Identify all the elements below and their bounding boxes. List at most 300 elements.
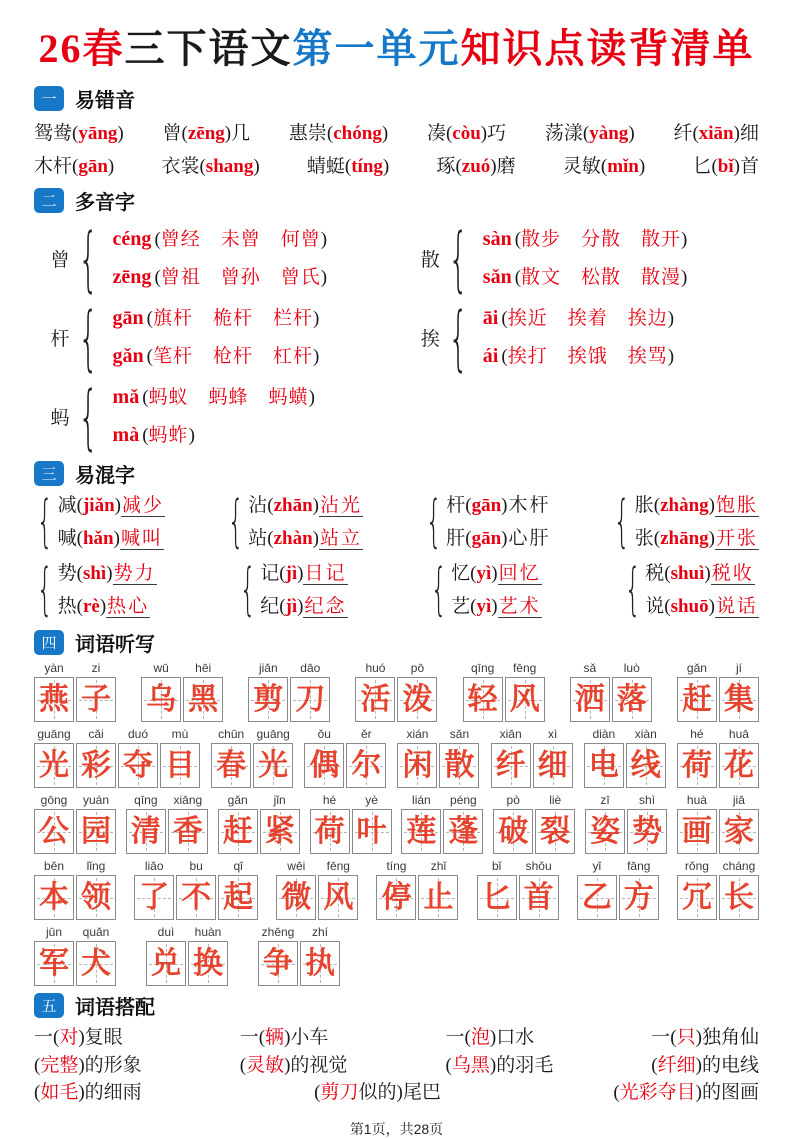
handwritten-character: 赶	[222, 815, 253, 848]
confusable-pair-group	[34, 557, 157, 622]
dictation-cell	[300, 925, 340, 986]
handwritten-character: 本	[39, 881, 69, 914]
example-word: 木杆	[508, 495, 551, 516]
character-box	[439, 743, 479, 788]
handwritten-character: 荷	[314, 815, 345, 848]
pinyin-label: wū	[153, 661, 169, 675]
brace-decoration: {	[448, 217, 469, 300]
polyphone-entry	[48, 298, 418, 377]
handwritten-character: 微	[281, 881, 312, 914]
pinyin-label: xì	[547, 727, 558, 741]
handwritten-character: 泼	[402, 683, 433, 716]
dictation-cell	[146, 925, 186, 986]
title-segment: 知识点读背清单	[460, 26, 755, 71]
dictation-cell	[258, 925, 298, 986]
handwritten-character: 荷	[681, 749, 712, 782]
section-header	[34, 459, 759, 487]
character-box	[463, 677, 503, 722]
handwritten-character: 莲	[406, 815, 437, 848]
pinyin-reading: bǐ	[717, 156, 734, 177]
dictation-cell	[176, 859, 216, 920]
pinyin-label: guāng	[256, 727, 290, 741]
pinyin-label: jiǎn	[258, 661, 278, 675]
collocation-item	[651, 1052, 759, 1080]
character-box	[570, 677, 610, 722]
example-word: 热心	[107, 596, 150, 617]
handwritten-character: 集	[723, 683, 754, 716]
dictation-cell	[218, 859, 258, 920]
handwritten-character: 光	[258, 749, 289, 782]
pinyin-item: 曾(zēng)几	[162, 123, 251, 144]
dictation-cell	[260, 793, 300, 854]
character-box	[318, 875, 358, 920]
pinyin-label: luò	[623, 661, 640, 675]
dictation-word-group	[34, 727, 200, 788]
page-footer: 第1页，共28页	[349, 1120, 444, 1137]
dictation-cell	[141, 661, 181, 722]
pinyin-label: duó	[127, 727, 149, 741]
collocation-text: )的图画	[695, 1082, 759, 1103]
dictation-cell	[76, 793, 116, 854]
character-box	[188, 941, 228, 986]
character-box	[677, 875, 717, 920]
pinyin-label: zhǐ	[430, 859, 447, 873]
handwritten-character: 乌	[146, 683, 177, 716]
character-box	[141, 677, 181, 722]
collocation-text: )小车	[284, 1027, 329, 1048]
collocation-text: )口水	[489, 1027, 535, 1048]
dictation-cell	[34, 661, 74, 722]
dictation-cell	[612, 661, 652, 722]
example-word: 艺术	[498, 596, 541, 617]
handwritten-character: 偶	[309, 749, 340, 782]
handwritten-character: 起	[223, 881, 254, 914]
section-header	[34, 84, 759, 112]
dictation-cell	[304, 727, 344, 788]
dictation-word-group	[401, 793, 483, 854]
pinyin-reading: sǎn	[482, 266, 512, 288]
character-box	[76, 743, 116, 788]
brace-decoration: {	[613, 489, 630, 554]
collocation-row	[34, 1079, 759, 1107]
dictation-word-group	[463, 661, 545, 722]
collocation-item	[446, 1024, 535, 1052]
handwritten-character: 冗	[681, 881, 712, 914]
handwritten-character: 香	[172, 815, 203, 848]
character-box	[126, 809, 166, 854]
character-box	[290, 677, 330, 722]
pinyin-label: xiāng	[173, 793, 203, 807]
pinyin-reading: mà	[112, 424, 140, 446]
character-box	[34, 677, 74, 722]
character-box	[134, 875, 174, 920]
dictation-word-group	[310, 793, 392, 854]
collocation-text: )独角仙	[695, 1027, 759, 1048]
dictation-cell	[183, 661, 223, 722]
pinyin-reading: céng	[112, 228, 152, 250]
dictation-cell	[318, 859, 358, 920]
character-box	[346, 743, 386, 788]
pinyin-label: ěr	[360, 727, 372, 741]
confusable-line: 势(shì)势力	[57, 563, 156, 584]
confusable-list	[34, 489, 759, 622]
dictation-cell	[76, 727, 116, 788]
confusable-pair-group	[611, 489, 759, 554]
character-box	[310, 809, 350, 854]
handwritten-character: 蓬	[448, 815, 479, 848]
pinyin-reading: zhàn	[273, 528, 313, 549]
character-box	[352, 809, 392, 854]
handwritten-character: 领	[81, 881, 111, 914]
example-words: 曾经 未曾 何曾	[160, 229, 321, 250]
pinyin-reading: shuō	[670, 596, 709, 617]
dictation-cell	[585, 793, 625, 854]
pinyin-reading: mǎ	[112, 386, 140, 408]
dictation-cell	[160, 727, 200, 788]
polyphone-column-left	[34, 219, 418, 456]
pinyin-label: ǒu	[317, 727, 331, 741]
pinyin-reading: jì	[285, 563, 298, 584]
character-box	[146, 941, 186, 986]
handwritten-character: 匕	[481, 881, 512, 914]
brace-decoration: {	[78, 217, 99, 300]
collocation-text: 一(	[239, 1027, 266, 1048]
brace-decoration: {	[430, 557, 447, 622]
pinyin-item: 匕(bǐ)首	[692, 156, 759, 177]
dictation-cell	[126, 793, 166, 854]
reading-line: ái (挨打 挨饿 挨骂)	[482, 345, 675, 367]
dictation-word-group	[477, 859, 559, 920]
handwritten-character: 乙	[581, 881, 612, 914]
pinyin-reading: tíng	[351, 156, 383, 177]
reading-line: zēng (曾祖 曾孙 曾氏)	[112, 266, 328, 288]
pinyin-reading: mǐn	[607, 156, 639, 177]
pinyin-label: rǒng	[684, 859, 709, 873]
confusable-line: 纪(jì)纪念	[260, 596, 347, 617]
pinyin-reading: zēng	[112, 266, 152, 288]
collocation-answer: 如毛	[40, 1082, 79, 1103]
confusable-lines	[258, 560, 347, 620]
handwritten-character: 长	[723, 881, 754, 914]
section-number-badge: 二	[34, 188, 64, 213]
collocation-text: (	[651, 1054, 658, 1076]
handwritten-character: 犬	[81, 947, 111, 980]
dictation-cell	[418, 859, 458, 920]
pinyin-label: pò	[506, 793, 520, 807]
character-box	[34, 941, 74, 986]
polyphone-entry	[418, 219, 759, 298]
handwritten-character: 画	[681, 815, 712, 848]
dictation-grid	[34, 661, 759, 986]
character-box	[626, 743, 666, 788]
handwritten-character: 清	[130, 815, 161, 848]
pinyin-label: qīng	[470, 661, 495, 675]
dictation-cell	[719, 727, 759, 788]
handwritten-character: 军	[39, 947, 69, 980]
reading-lines	[105, 225, 328, 292]
character-box	[719, 677, 759, 722]
pinyin-label: xián	[406, 727, 429, 741]
dictation-cell	[401, 793, 441, 854]
dictation-cell	[34, 925, 74, 986]
handwritten-character: 燕	[39, 683, 69, 716]
pinyin-label: gōng	[40, 793, 68, 807]
polyphone-column-right	[418, 219, 759, 456]
pinyin-label: pō	[410, 661, 425, 675]
pinyin-reading: còu	[452, 123, 481, 144]
dictation-word-group	[570, 661, 652, 722]
pinyin-reading: yì	[476, 596, 492, 617]
confusable-lines	[643, 560, 759, 620]
brace-decoration: {	[624, 557, 641, 622]
collocation-item	[651, 1024, 759, 1052]
character-box	[505, 677, 545, 722]
pinyin-label: zhēng	[261, 925, 295, 939]
handwritten-character: 子	[81, 683, 111, 716]
yicuoyin-list	[34, 117, 759, 183]
pinyin-label: hé	[322, 793, 337, 807]
pinyin-item: 木杆(gān)	[34, 156, 115, 177]
collocation-text: 一(	[34, 1027, 60, 1048]
polyphone-base-character: 蚂	[50, 408, 70, 429]
pinyin-reading: gān	[78, 156, 108, 177]
dictation-cell	[677, 793, 717, 854]
dictation-word-group	[585, 793, 667, 854]
character-box	[211, 743, 251, 788]
dictation-cell	[253, 727, 293, 788]
character-box	[176, 875, 216, 920]
collocation-row	[34, 1024, 759, 1052]
handwritten-character: 刀	[295, 683, 326, 716]
pinyin-reading: gǎn	[112, 345, 144, 367]
handwritten-character: 兑	[151, 947, 181, 980]
handwritten-character: 洒	[574, 683, 605, 716]
dictation-row	[34, 727, 759, 788]
pinyin-reading: zhāng	[660, 528, 709, 549]
character-box	[533, 743, 573, 788]
collocation-item	[314, 1079, 441, 1107]
character-box	[677, 809, 717, 854]
character-box	[627, 809, 667, 854]
example-words: 散文 松散 散漫	[521, 267, 682, 288]
pinyin-label: huó	[365, 661, 386, 675]
dictation-word-group	[677, 727, 759, 788]
confusable-lines	[56, 492, 165, 552]
confusable-lines	[449, 560, 541, 620]
handwritten-character: 方	[623, 881, 654, 914]
section-title: 词语搭配	[75, 996, 155, 1019]
pinyin-label: dāo	[300, 661, 321, 675]
brace-decoration: {	[227, 489, 244, 554]
character-box	[443, 809, 483, 854]
example-word: 日记	[304, 563, 347, 584]
character-box	[218, 809, 258, 854]
collocation-text: (	[34, 1054, 41, 1076]
confusable-lines	[633, 492, 759, 552]
pinyin-label: hé	[690, 727, 704, 741]
collocation-row	[34, 1052, 759, 1080]
pinyin-label: guāng	[37, 727, 71, 741]
dictation-cell	[168, 793, 208, 854]
pinyin-reading: āi	[482, 307, 499, 329]
brace-decoration: {	[448, 296, 469, 379]
handwritten-character: 势	[632, 815, 663, 848]
dictation-word-group	[397, 727, 479, 788]
pinyin-item: 衣裳(shang)	[161, 156, 260, 177]
example-word: 税收	[711, 563, 754, 584]
example-word: 纪念	[304, 596, 347, 617]
section-title: 多音字	[75, 191, 135, 214]
handwritten-character: 止	[423, 881, 454, 914]
example-words: 蚂蚁 蚂蜂 蚂蟥	[148, 387, 309, 408]
handwritten-character: 尔	[351, 749, 382, 782]
polyphone-base-character: 杆	[50, 329, 70, 350]
pinyin-item: 荡漾(yàng)	[544, 123, 635, 144]
character-box	[493, 809, 533, 854]
pinyin-label: gǎn	[227, 793, 248, 807]
collocation-text: (	[239, 1054, 247, 1076]
handwritten-character: 光	[39, 749, 69, 782]
example-word: 减少	[121, 495, 164, 516]
collocation-text: 一(	[445, 1027, 471, 1048]
reading-lines	[475, 304, 674, 371]
dictation-word-group	[34, 925, 116, 986]
collocation-text: (	[34, 1082, 41, 1103]
reading-line: gǎn (笔杆 枪杆 杠杆)	[112, 345, 320, 367]
handwritten-character: 破	[498, 815, 529, 848]
handwritten-character: 不	[181, 881, 212, 914]
pinyin-reading: zuó	[461, 156, 491, 177]
pinyin-label: lǐng	[86, 859, 106, 873]
example-word: 心肝	[508, 528, 551, 549]
dictation-word-group	[493, 793, 575, 854]
collocation-answer: 纤细	[657, 1054, 696, 1076]
dictation-cell	[577, 859, 617, 920]
section-header	[34, 628, 759, 656]
character-box	[719, 743, 759, 788]
pinyin-item: 灵敏(mǐn)	[562, 156, 646, 177]
pinyin-label: huà	[686, 793, 707, 807]
character-box	[218, 875, 258, 920]
yicuoyin-row	[34, 150, 759, 183]
section-number-badge: 一	[34, 86, 64, 111]
brace-decoration: {	[78, 375, 99, 458]
pinyin-item: 凑(còu)巧	[426, 123, 507, 144]
dictation-cell	[477, 859, 517, 920]
pinyin-reading: ái	[482, 345, 499, 367]
handwritten-character: 春	[216, 749, 247, 782]
character-box	[719, 875, 759, 920]
confusable-line: 张(zhāng)开张	[634, 528, 758, 549]
handwritten-character: 黑	[188, 683, 219, 716]
pinyin-label: xiān	[499, 727, 522, 741]
dictation-cell	[439, 727, 479, 788]
pinyin-label: bu	[189, 859, 203, 873]
dictation-row	[34, 925, 759, 986]
dictation-cell	[310, 793, 350, 854]
character-box	[76, 941, 116, 986]
pinyin-label: tíng	[386, 859, 407, 873]
handwritten-character: 夺	[123, 749, 153, 782]
example-word: 饱胀	[715, 495, 758, 516]
confusable-pair-group	[237, 557, 348, 622]
handwritten-character: 裂	[540, 815, 571, 848]
handwritten-character: 剪	[253, 683, 284, 716]
dictation-cell	[493, 793, 533, 854]
example-word: 站立	[319, 528, 362, 549]
character-box	[418, 875, 458, 920]
pinyin-label: qǐ	[233, 859, 243, 873]
polyphone-entry	[418, 298, 759, 377]
collocation-text: )的形象	[78, 1054, 142, 1076]
dictation-row	[34, 793, 759, 854]
handwritten-character: 活	[360, 683, 391, 716]
dictation-cell	[535, 793, 575, 854]
collocation-answer: 灵敏	[246, 1054, 285, 1076]
handwritten-character: 公	[39, 815, 69, 848]
pinyin-reading: shuì	[670, 563, 705, 584]
dictation-word-group	[491, 727, 573, 788]
collocation-answer: 完整	[40, 1054, 79, 1076]
reading-line: sàn (散步 分散 散开)	[482, 228, 688, 250]
example-words: 旗杆 桅杆 栏杆	[153, 308, 314, 329]
confusable-pair-group	[423, 489, 552, 554]
pinyin-label: jí	[735, 661, 742, 675]
dictation-word-group	[248, 661, 330, 722]
dictation-cell	[352, 793, 392, 854]
handwritten-character: 风	[509, 683, 540, 716]
pinyin-label: gǎn	[686, 661, 707, 675]
pinyin-label: zhí	[311, 925, 328, 939]
confusable-line: 站(zhàn)站立	[248, 528, 362, 549]
character-box	[300, 941, 340, 986]
dictation-word-group	[355, 661, 437, 722]
dictation-cell	[719, 859, 759, 920]
dictation-cell	[76, 661, 116, 722]
pinyin-label: cháng	[722, 859, 756, 873]
reading-line: āi (挨近 挨着 挨边)	[482, 307, 675, 329]
yicuoyin-row	[34, 117, 759, 150]
dictation-word-group	[211, 727, 293, 788]
confusable-lines	[246, 492, 363, 552]
character-box	[34, 809, 74, 854]
pinyin-label: diàn	[592, 727, 616, 741]
character-box	[397, 677, 437, 722]
character-box	[304, 743, 344, 788]
dictation-row	[34, 859, 759, 920]
dictation-cell	[34, 793, 74, 854]
polyphone-base-character: 散	[420, 250, 440, 271]
section-cyutingxie	[34, 628, 759, 986]
collocation-text: )的羽毛	[489, 1054, 554, 1076]
pinyin-label: huàn	[194, 925, 222, 939]
handwritten-character: 落	[616, 683, 647, 716]
dictation-cell	[76, 925, 116, 986]
polyphone-base-character: 挨	[420, 329, 440, 350]
dictation-cell	[677, 859, 717, 920]
pinyin-label: yǐ	[592, 859, 602, 873]
example-words: 曾祖 曾孙 曾氏	[160, 267, 321, 288]
collocation-text: (	[445, 1054, 452, 1076]
dictation-word-group	[134, 859, 258, 920]
confusable-line: 减(jiǎn)减少	[57, 495, 164, 516]
confusable-pair-group	[428, 557, 542, 622]
handwritten-character: 姿	[590, 815, 621, 848]
collocation-item	[240, 1052, 348, 1080]
pinyin-label: mù	[171, 727, 189, 741]
collocation-item	[613, 1079, 759, 1107]
pinyin-reading: gān	[471, 528, 502, 549]
